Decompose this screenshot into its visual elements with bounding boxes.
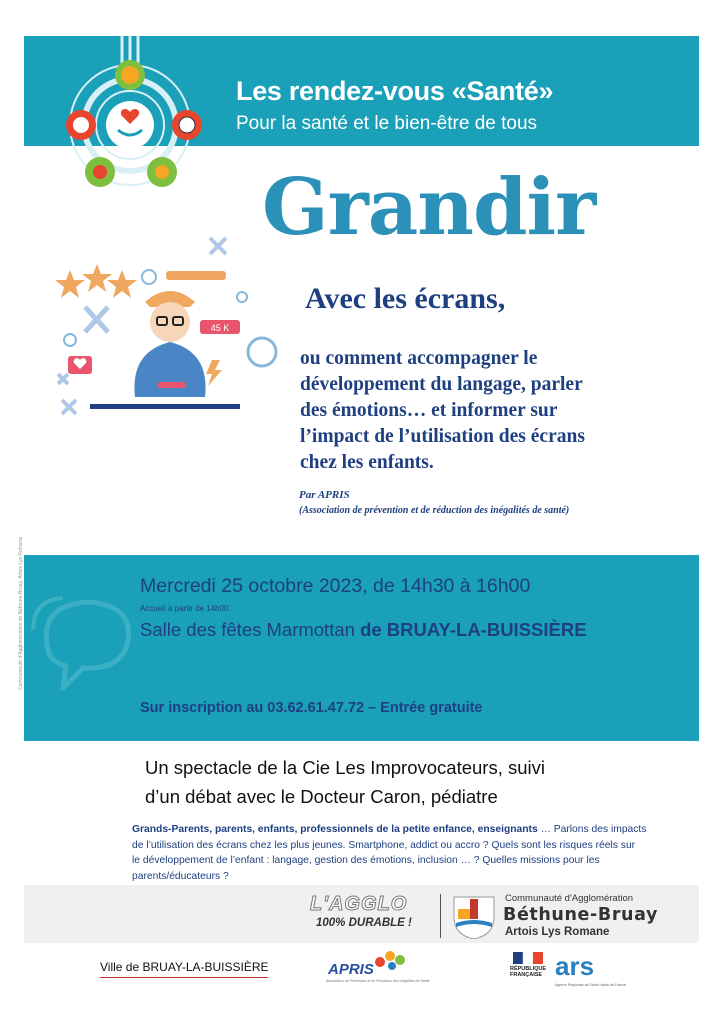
speech-bubble-icon [28,590,138,690]
intro-line: développement du langage, parler [300,374,583,395]
subheadline: Avec les écrans, [305,282,506,315]
community-crest-icon [450,893,498,939]
apris-logo-subtitle: Association de Prévention et de Réduction des Inégalités de Santé [326,979,430,983]
town-name: BRUAY-LA-BUISSIÈRE [142,960,269,974]
followers-count: 45 K [210,323,230,333]
community-label: Communauté d'Agglomération [505,893,634,904]
description-line [132,822,687,838]
intro-line: l’impact de l’utilisation des écrans [300,426,585,447]
town-underline [100,977,268,978]
star-icon [82,264,112,292]
description-paragraph [132,822,687,884]
vertical-credit-text: Communauté d'Agglomération de Béthune-Bruay, Artois Lys Romane [18,536,24,690]
intro-line: des émotions… et informer sur [300,400,558,421]
event-venue [140,619,587,641]
description-text: … Parlons des impacts [537,824,647,835]
intro-text [300,346,680,476]
marianne-icon [513,952,543,964]
republic-logo: RÉPUBLIQUE FRANÇAISE [510,966,547,978]
author-credit: Par APRIS [299,489,350,501]
association-name: (Association de prévention et de réduction des inégalités de santé) [299,505,570,516]
agglo-logo-subtitle: 100% DURABLE ! [316,917,412,929]
health-emblem [50,30,230,200]
star-icon [55,270,85,298]
venue-name: Salle des fêtes Marmottan [140,619,361,640]
headline: Grandir [262,162,596,253]
intro-line: chez les enfants. [300,452,434,473]
agglo-logo-title: L'AGGLO [310,893,408,915]
apris-logo-icon [372,950,412,972]
show-line: Un spectacle de la Cie Les Improvocateurs, suivi [145,757,545,778]
event-date: Mercredi 25 octobre 2023, de 14h30 à 16h00 [140,575,531,597]
community-name: Béthune-Bruay [503,905,658,925]
town-prefix: Ville de [100,960,143,974]
child-with-phone-illustration [50,232,290,432]
logo-divider [440,894,441,938]
show-line: d’un débat avec le Docteur Caron, pédiatre [145,786,498,807]
event-welcome-time: Accueil à partir de 14h00 [140,604,229,613]
venue-town: de BRUAY-LA-BUISSIÈRE [360,619,587,640]
banner-subtitle: Pour la santé et le bien-être de tous [236,113,538,134]
registration-info: Sur inscription au 03.62.61.47.72 – Entrée gratuite [140,700,483,716]
description-line: le développement de l’enfant : langage, gestion des émotions, inclusion … ? Quelles missions pour les [132,855,600,866]
apris-logo: APRIS [328,961,374,978]
description-line: de l’utilisation des écrans chez les plus jeunes. Smartphone, addict ou accro ? Quels sont les risques réels sur [132,839,636,851]
description-line: parents/éducateurs ? [132,870,229,882]
town-credit [100,960,269,974]
ars-logo: ars [555,951,595,981]
audience-list: Grands-Parents, parents, enfants, professionnels de la petite enfance, enseignants [132,824,538,835]
lightning-icon [206,360,222,386]
community-region: Artois Lys Romane [505,926,610,938]
intro-line: ou comment accompagner le [300,348,538,369]
banner-title: Les rendez-vous «Santé» [236,76,554,106]
ars-logo-subtitle: Agence Régionale de Santé Hauts-de-France [555,983,626,987]
